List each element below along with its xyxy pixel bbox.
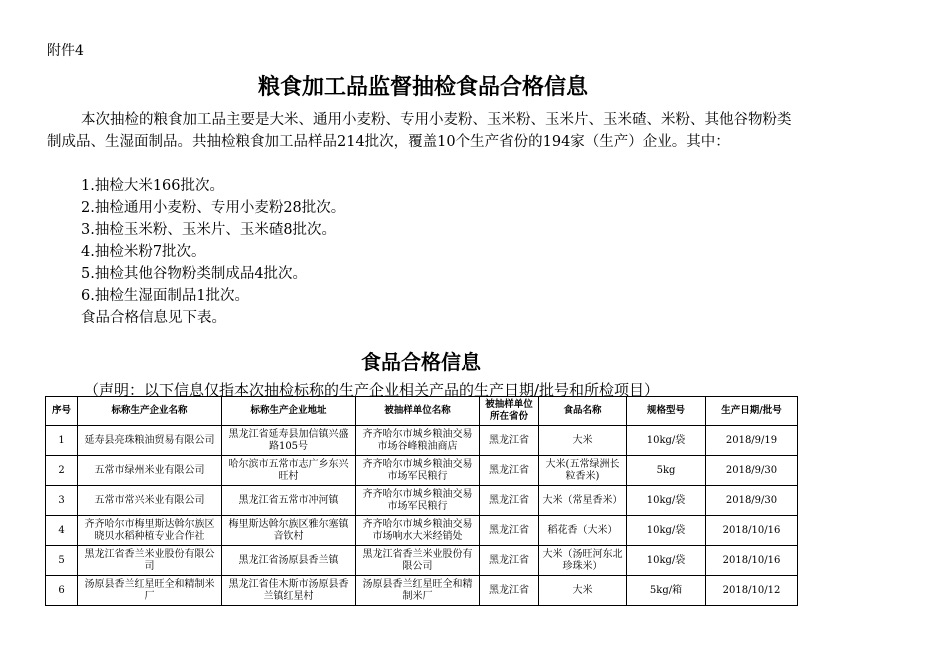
header-cell: 被抽样单位名称 — [356, 397, 480, 426]
table-cell: 黑龙江省 — [480, 456, 539, 486]
table-cell: 黑龙江省 — [480, 516, 539, 546]
table-cell: 10kg/袋 — [627, 426, 706, 456]
table-cell: 齐齐哈尔市城乡粮油交易市场军民粮行 — [356, 456, 480, 486]
table-cell: 6 — [46, 576, 78, 606]
table-cell: 3 — [46, 486, 78, 516]
table-cell: 黑龙江省 — [480, 426, 539, 456]
header-cell: 序号 — [46, 397, 78, 426]
table-cell: 齐齐哈尔市城乡粮油交易市场军民粮行 — [356, 486, 480, 516]
statement-text: （声明：以下信息仅指本次抽检标称的生产企业相关产品的生产日期/批号和所检项目） — [84, 381, 660, 397]
table-row — [46, 576, 798, 606]
table-cell: 2018/10/12 — [706, 576, 798, 606]
table-cell: 大米 — [539, 576, 627, 606]
list-item: 6.抽检生湿面制品1批次。 — [81, 288, 250, 304]
table-cell: 10kg/袋 — [627, 516, 706, 546]
table-cell: 汤原县香兰红星旺全和精制米厂 — [356, 576, 480, 606]
table-title: 食品合格信息 — [361, 350, 481, 374]
table-cell: 大米 — [539, 426, 627, 456]
table-cell: 黑龙江省香兰米业股份有限公司 — [78, 546, 222, 576]
intro-paragraph: 本次抽检的粮食加工品主要是大米、通用小麦粉、专用小麦粉、玉米粉、玉米片、玉米碴、米粉、其他谷物粉类制成品、生湿面制品。共抽检粮食加工品样品214批次，覆盖10个生产省份的194家（生产）企业。其中： — [47, 112, 792, 150]
table-cell: 黑龙江省 — [480, 546, 539, 576]
table-cell: 大米(五常绿洲长粒香米) — [539, 456, 627, 486]
table-row — [46, 486, 798, 516]
table-cell: 5kg/箱 — [627, 576, 706, 606]
table-cell: 4 — [46, 516, 78, 546]
table-cell: 2018/9/19 — [706, 426, 798, 456]
table-cell: 黑龙江省香兰米业股份有限公司 — [356, 546, 480, 576]
table-cell: 黑龙江省延寿县加信镇兴盛路105号 — [222, 426, 356, 456]
table-cell: 黑龙江省 — [480, 486, 539, 516]
table-cell: 10kg/袋 — [627, 546, 706, 576]
header-cell: 标称生产企业地址 — [222, 397, 356, 426]
table-cell: 黑龙江省 — [480, 576, 539, 606]
table-cell: 2018/9/30 — [706, 456, 798, 486]
table-cell: 梅里斯达斡尔族区雅尔塞镇音钦村 — [222, 516, 356, 546]
qualified-food-table — [45, 396, 798, 606]
table-cell: 10kg/袋 — [627, 486, 706, 516]
item-list — [81, 175, 345, 329]
table-header-row — [46, 397, 798, 426]
list-item: 3.抽检玉米粉、玉米片、玉米碴8批次。 — [81, 222, 337, 238]
table-row — [46, 516, 798, 546]
table-cell: 大米（汤旺河东北珍珠米） — [539, 546, 627, 576]
header-cell: 标称生产企业名称 — [78, 397, 222, 426]
header-cell: 食品名称 — [539, 397, 627, 426]
table-cell: 1 — [46, 426, 78, 456]
table-cell: 齐齐哈尔市城乡粮油交易市场谷峰粮油商店 — [356, 426, 480, 456]
list-item: 1.抽检大米166批次。 — [81, 178, 225, 194]
page-title: 粮食加工品监督抽检食品合格信息 — [257, 75, 588, 100]
list-item: 食品合格信息见下表。 — [81, 310, 226, 326]
list-item: 4.抽检米粉7批次。 — [81, 244, 206, 260]
header-cell: 被抽样单位所在省份 — [480, 397, 539, 426]
table-cell: 2018/10/16 — [706, 546, 798, 576]
table-cell: 黑龙江省佳木斯市汤原县香兰镇红星村 — [222, 576, 356, 606]
header-cell: 生产日期/批号 — [706, 397, 798, 426]
table-cell: 五常市绿州米业有限公司 — [78, 456, 222, 486]
table-row — [46, 546, 798, 576]
table-cell: 哈尔滨市五常市志广乡东兴旺村 — [222, 456, 356, 486]
table-cell: 齐齐哈尔市城乡粮油交易市场响水大米经销处 — [356, 516, 480, 546]
table-cell: 黑龙江省汤原县香兰镇 — [222, 546, 356, 576]
table-cell: 黑龙江省五常市冲河镇 — [222, 486, 356, 516]
table-cell: 2 — [46, 456, 78, 486]
table-cell: 汤原县香兰红星旺全和精制米厂 — [78, 576, 222, 606]
table-cell: 大米（常星香米） — [539, 486, 627, 516]
table-cell: 5 — [46, 546, 78, 576]
table-cell: 5kg — [627, 456, 706, 486]
table-cell: 五常市常兴米业有限公司 — [78, 486, 222, 516]
statement-clip — [47, 379, 797, 397]
header-cell: 规格型号 — [627, 397, 706, 426]
list-item: 5.抽检其他谷物粉类制成品4批次。 — [81, 266, 308, 282]
table-row — [46, 456, 798, 486]
attachment-label: 附件4 — [47, 43, 84, 59]
table-cell: 稻花香（大米） — [539, 516, 627, 546]
table-row — [46, 426, 798, 456]
list-item: 2.抽检通用小麦粉、专用小麦粉28批次。 — [81, 200, 346, 216]
table-cell: 延寿县亮珠粮油贸易有限公司 — [78, 426, 222, 456]
table-cell: 2018/9/30 — [706, 486, 798, 516]
table-cell: 2018/10/16 — [706, 516, 798, 546]
table-cell: 齐齐哈尔市梅里斯达斡尔族区晓贝水稻种植专业合作社 — [78, 516, 222, 546]
